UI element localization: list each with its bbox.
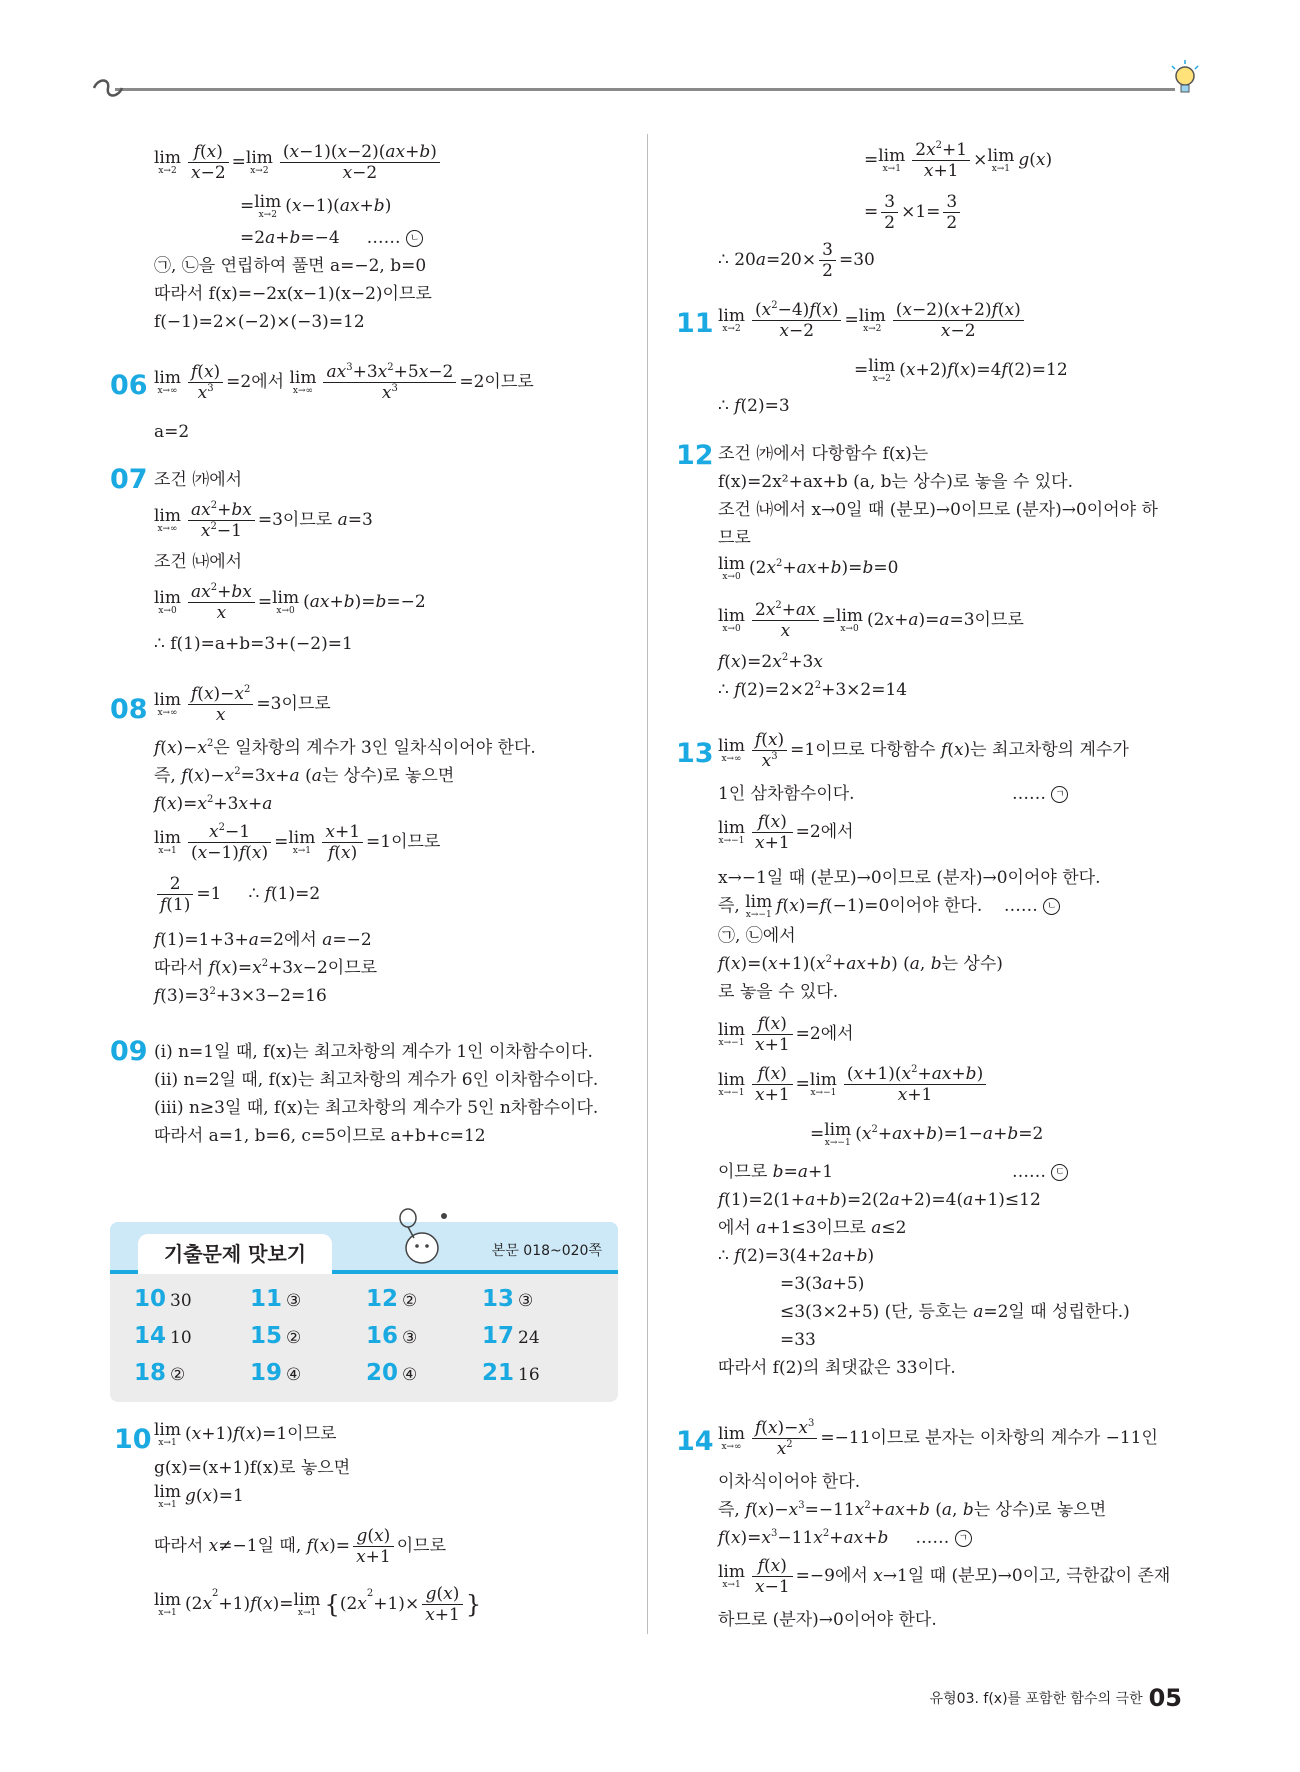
cond-ga: 조건 ㈎에서 [154, 470, 243, 490]
eq-07-2: lim x→0 $\frac{ax^2+bx}{x}$ =lim x→0 (ax+b)=b=−2 [154, 582, 426, 623]
p12-a: 조건 ㈎에서 다항함수 f(x)는 [718, 444, 929, 464]
eq-13-4: $f(x)=(x+1)(x^2+ax+b)$ (a, b는 상수) [718, 954, 1003, 974]
eq-08-8: 따라서 $f(x)=x^2+3x-2$이므로 [154, 958, 378, 978]
answer-item [482, 1360, 540, 1386]
answer-no: 16 [366, 1323, 399, 1349]
p12-b: f(x)=2x²+ax+b (a, b는 상수)로 놓을 수 있다. [718, 472, 1074, 492]
p09-i: (ⅰ) n=1일 때, f(x)는 최고차항의 계수가 1인 이차함수이다. [154, 1042, 593, 1062]
p14-d: 하므로 (분자)→0이어야 한다. [718, 1610, 937, 1630]
lightbulb-icon [1168, 58, 1202, 98]
column-divider [647, 134, 648, 1634]
p14-b: 이차식이어야 한다. [718, 1472, 861, 1492]
answer-no: 19 [250, 1360, 283, 1386]
eq-11-1: lim x→2 $\frac{(x^2-4)f(x)}{x-2}$ =lim x→2 $\frac{(x-2)(x+2)f(x)}{x-2}$ [718, 300, 1027, 341]
eq-13-1: lim x→∞ $\frac{f(x)}{x^3}$ =1이므로 다항함수 f(x)는 최고차항의 계수가 [718, 730, 1129, 771]
answer-item [250, 1360, 301, 1386]
page-number: 05 [1148, 1684, 1182, 1712]
answer-item [482, 1286, 533, 1312]
answer-item [134, 1323, 192, 1349]
eq-08-3: 즉, $f(x)-x^2=3x+a$ (a는 상수)로 놓으면 [154, 766, 455, 786]
eq-13-12: =3(3a+5) [780, 1274, 865, 1294]
p13-b-text: 1인 삼차함수이다. [718, 784, 855, 804]
eq-14-2: 즉, $f(x)-x^3=-11x^2+ax+b$ (a, b는 상수)로 놓으면 [718, 1500, 1107, 1520]
problem-number-14: 14 [676, 1426, 714, 1457]
eq-08-6: $\frac{2}{f(1)}$ =1 ∴ f(1)=2 [154, 874, 320, 915]
eq-13-9: f(1)=2(1+a+b)=2(2a+2)=4(a+1)≤12 [718, 1190, 1041, 1210]
footer-label: 유형03. f(x)를 포함한 함수의 극한 [929, 1691, 1143, 1707]
p10-g: g(x)=(x+1)f(x)로 놓으면 [154, 1458, 351, 1478]
problem-number-09: 09 [110, 1036, 148, 1067]
answer-item [134, 1286, 192, 1312]
p12-d: 므로 [718, 528, 751, 548]
answer-no: 10 [134, 1286, 167, 1312]
p09-ii: (ⅱ) n=2일 때, f(x)는 최고차항의 계수가 6인 이차함수이다. [154, 1070, 599, 1090]
answer-no: 21 [482, 1360, 515, 1386]
eq-08-7: f(1)=1+3+a=2에서 a=−2 [154, 930, 372, 950]
eq-05-3: =2a+b=−4 …… ㄴ [240, 224, 423, 252]
eq-14-3: $f(x)=x^3-11x^2+ax+b$ …… ㄱ [718, 1524, 972, 1552]
eq-13-8: 이므로 b=a+1 …… ㄷ [718, 1158, 833, 1186]
eq-13-13: ≤3(3×2+5) (단, 등호는 a=2일 때 성립한다.) [780, 1302, 1130, 1322]
eq-10-6: = $\frac{3}{2}$ ×1= $\frac{3}{2}$ [864, 192, 963, 233]
paperclip-icon [92, 74, 124, 102]
answer-val: 30 [170, 1291, 192, 1311]
eq-14-1: lim x→∞ $\frac{f(x)-x^3}{x^2}$ =−11이므로 분자는 이차항의 계수가 −11인 [718, 1418, 1158, 1459]
answer-box-title: 기출문제 맛보기 [138, 1234, 332, 1274]
p13-so: 따라서 f(2)의 최댓값은 33이다. [718, 1358, 956, 1378]
p13-d: ㉠, ㉡에서 [718, 926, 796, 946]
so-fx-line: 따라서 f(x)=−2x(x−1)(x−2)이므로 [154, 284, 432, 304]
answer-item [482, 1323, 540, 1349]
answer-no: 14 [134, 1323, 167, 1349]
answer-val: ④ [402, 1365, 418, 1385]
eq-13-5: lim x→−1 $\frac{f(x)}{x+1}$ =2에서 [718, 1014, 854, 1055]
answer-no: 11 [250, 1286, 283, 1312]
header-rule [115, 88, 1175, 91]
eq-08-5: lim x→1 $\frac{x^2-1}{(x-1)f(x)}$ =lim x→1 $\frac{x+1}{f(x)}$ =1이므로 [154, 822, 441, 863]
answer-val: ③ [402, 1328, 418, 1348]
eq-13-14: =33 [780, 1330, 816, 1350]
answer-no: 13 [482, 1286, 515, 1312]
answer-no: 12 [366, 1286, 399, 1312]
answer-val: ③ [286, 1291, 302, 1311]
problem-number-12: 12 [676, 440, 714, 471]
problem-number-07: 07 [110, 464, 148, 495]
problem-number-10: 10 [114, 1424, 152, 1455]
problem-number-13: 13 [676, 738, 714, 769]
eq-07-1: lim x→∞ $\frac{ax^2+bx}{x^2-1}$ =3이므로 a=3 [154, 500, 373, 541]
problem-number-11: 11 [676, 308, 714, 339]
eq-10-7: ∴ 20a=20× $\frac{3}{2}$ =30 [718, 240, 875, 281]
problem-number-06: 06 [110, 370, 148, 401]
eq-13-7: =lim x→−1 $(x^2+ax+b)=1-a+b=2$ [810, 1119, 1044, 1148]
eq-06: lim x→∞ $\frac{f(x)}{x^3}$ =2에서 lim x→∞ $\frac{ax^3+3x^2+5x-2}{x^3}$ =2이므로 [154, 362, 534, 403]
answer-no: 20 [366, 1360, 399, 1386]
eq-10-2: lim x→1 g(x)=1 [154, 1481, 244, 1510]
eq-14-4: lim x→1 $\frac{f(x)}{x-1}$ =−9에서 x→1일 때 (분모)→0이고, 극한값이 존재 [718, 1556, 1171, 1597]
eq-13-3: 즉, lim x→−1 f(x)=f(−1)=0이어야 한다. …… ㄴ [718, 892, 1060, 920]
eq-10-3: 따라서 x≠−1일 때, f(x)= $\frac{g(x)}{x+1}$ 이므로 [154, 1526, 446, 1567]
eq-11-2: =lim x→2 (x+2)f(x)=4f(2)=12 [854, 355, 1068, 384]
eq-13-2: lim x→−1 $\frac{f(x)}{x+1}$ =2에서 [718, 812, 854, 853]
eq-05-1: lim x→2 $\frac{f(x)}{x-2}$ =lim x→2 $\frac{(x-1)(x-2)(ax+b)}{x-2}$ [154, 142, 443, 183]
answer-no: 18 [134, 1360, 167, 1386]
eq-08-9: $f(3)=3^2+3\times 3-2=16$ [154, 986, 327, 1006]
eq-12-2: lim x→0 $\frac{2x^2+ax}{x}$ =lim x→0 (2x+a)=a=3이므로 [718, 600, 1024, 641]
fm1-line: f(−1)=2×(−2)×(−3)=12 [154, 312, 365, 332]
problem-number-08: 08 [110, 694, 148, 725]
p09-so: 따라서 a=1, b=6, c=5이므로 a+b+c=12 [154, 1126, 486, 1146]
f1-07-line: ∴ f(1)=a+b=3+(−2)=1 [154, 634, 353, 654]
eq-08-2: $f(x)-x^2$은 일차항의 계수가 3인 일차식이어야 한다. [154, 738, 536, 758]
eq-10-5: =lim x→1 $\frac{2x^2+1}{x+1}$ ×lim x→1 g(x) [864, 140, 1053, 181]
answer-item [250, 1323, 301, 1349]
answer-val: 16 [518, 1365, 540, 1385]
p13-e: 로 놓을 수 있다. [718, 982, 839, 1002]
answer-val: ② [402, 1291, 418, 1311]
p13-c: x→−1일 때 (분모)→0이므로 (분자)→0이어야 한다. [718, 868, 1101, 888]
eq-12-3: $f(x)=2x^2+3x$ [718, 652, 823, 672]
a2-line: a=2 [154, 422, 190, 442]
eq-05-2: =lim x→2 (x−1)(ax+b) [240, 191, 392, 220]
answer-val: ② [286, 1328, 302, 1348]
answer-item [134, 1360, 185, 1386]
cond-na: 조건 ㈏에서 [154, 552, 243, 572]
answer-box [110, 1222, 618, 1402]
answer-val: ② [170, 1365, 186, 1385]
eq-10-4: lim x→1 $(2x^2+1)f(x)=\lim$ x→1 {$(2x^2+1)\times$ $\frac{g(x)}{x+1}$ } [154, 1584, 482, 1625]
eq-08-4: $f(x)=x^2+3x+a$ [154, 794, 273, 814]
solve-line: ㉠, ㉡을 연립하여 풀면 a=−2, b=0 [154, 256, 427, 276]
answer-item [366, 1360, 417, 1386]
eq-13-6: lim x→−1 $\frac{f(x)}{x+1}$ =lim x→−1 $\frac{(x+1)(x^2+ax+b)}{x+1}$ [718, 1064, 989, 1105]
page-footer [930, 1684, 1182, 1712]
eq-12-4: ∴ $f(2)=2\times 2^2+3\times 2=14$ [718, 680, 908, 700]
answer-no: 15 [250, 1323, 283, 1349]
answer-val: ④ [286, 1365, 302, 1385]
answer-item [366, 1286, 417, 1312]
p13-b: 1인 삼차함수이다. …… ㄱ [718, 780, 855, 808]
eq-11-3: ∴ f(2)=3 [718, 396, 790, 416]
answer-box-ref: 본문 018~020쪽 [491, 1243, 602, 1259]
answer-no: 17 [482, 1323, 515, 1349]
eq-10-1: lim x→1 (x+1)f(x)=1이므로 [154, 1419, 337, 1448]
p09-iii: (ⅲ) n≥3일 때, f(x)는 최고차항의 계수가 5인 n차함수이다. [154, 1098, 599, 1118]
eq-13-11: ∴ f(2)=3(4+2a+b) [718, 1246, 875, 1266]
eq-12-1: lim x→0 $(2x^2+ax+b)=b=0$ [718, 553, 899, 582]
eq-08-1: lim x→∞ $\frac{f(x)-x^2}{x}$ =3이므로 [154, 684, 331, 725]
eq-13-10: 에서 a+1≤3이므로 a≤2 [718, 1218, 907, 1238]
answer-val: ③ [518, 1291, 534, 1311]
answer-val: 10 [170, 1328, 192, 1348]
answer-val: 24 [518, 1328, 540, 1348]
answer-item [366, 1323, 417, 1349]
p12-c: 조건 ㈏에서 x→0일 때 (분모)→0이므로 (분자)→0이어야 하 [718, 500, 1158, 520]
mascot-icon [392, 1208, 452, 1270]
answer-item [250, 1286, 301, 1312]
